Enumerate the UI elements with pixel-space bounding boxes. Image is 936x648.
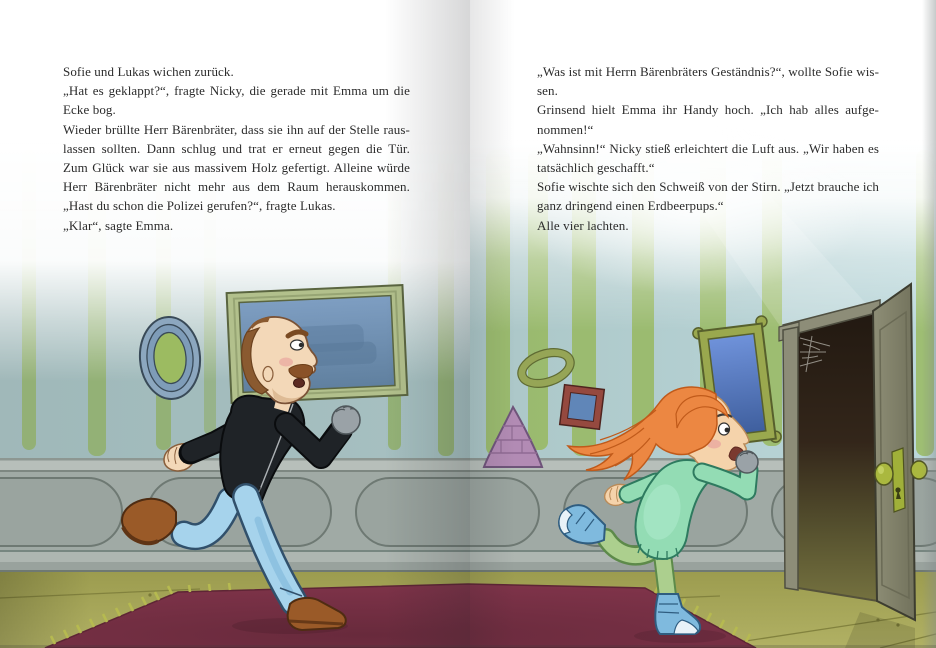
text-line: ganz dringend einen Erdbeerpups.“ (537, 198, 724, 214)
girl-glove (736, 451, 758, 473)
man-ear (263, 367, 273, 382)
text-line: Sofie wischte sich den Schweiß von der Stirn. „Jetzt brauche ich (537, 179, 879, 195)
door-knob (875, 463, 893, 485)
left-page-text (63, 62, 410, 235)
text-line: „Hast du schon die Polizei gerufen?“, fragte Lukas. (63, 198, 336, 214)
text-line: lassen sollten. Dann schlug und trat er erneut gegen die Tür. (63, 140, 410, 156)
text-line: Ecke bog. (63, 102, 116, 118)
text-line: Alle vier lachten. (537, 217, 629, 233)
text-line: Herr Bärenbräter nicht mehr aus dem Raum herauskommen. (63, 179, 410, 195)
text-line: Grinsend hielt Emma ihr Handy hoch. „Ich hab alles aufge- (537, 102, 879, 118)
man-back-shoe (122, 499, 176, 543)
text-line: Sofie und Lukas wichen zurück. (63, 64, 234, 79)
text-line: nommen!“ (537, 121, 594, 137)
man-mouth (294, 379, 305, 388)
right-page-text (537, 62, 879, 235)
page-gutter-right (470, 0, 515, 648)
text-line: „Was ist mit Herrn Bärenbräters Geständnis?“, wollte Sofie wis- (537, 64, 879, 79)
text-line: „Klar“, sagte Emma. (63, 217, 174, 233)
red-frame (560, 385, 605, 430)
text-line: „Wahnsinn!“ Nicky stieß erleichtert die Luft aus. „Wir haben es (537, 140, 879, 156)
door-lock-plate (892, 448, 905, 512)
text-line: tatsächlich geschafft.“ (537, 160, 655, 176)
text-line: Zum Glück war sie aus massivem Holz gefertigt. Alleine würde (63, 160, 410, 176)
man-glove (332, 406, 360, 434)
text-line: „Hat es geklappt?“, fragte Nicky, die gerade mit Emma um die (63, 83, 410, 99)
text-line: sen. (537, 83, 558, 99)
text-line: Wieder brüllte Herr Bärenbräter, dass sie ihn auf der Stelle raus- (63, 121, 410, 137)
man-blush (279, 358, 293, 367)
page-right-edge (922, 0, 936, 648)
door-frame-post (783, 327, 798, 590)
doorway-dark-interior (798, 312, 878, 600)
